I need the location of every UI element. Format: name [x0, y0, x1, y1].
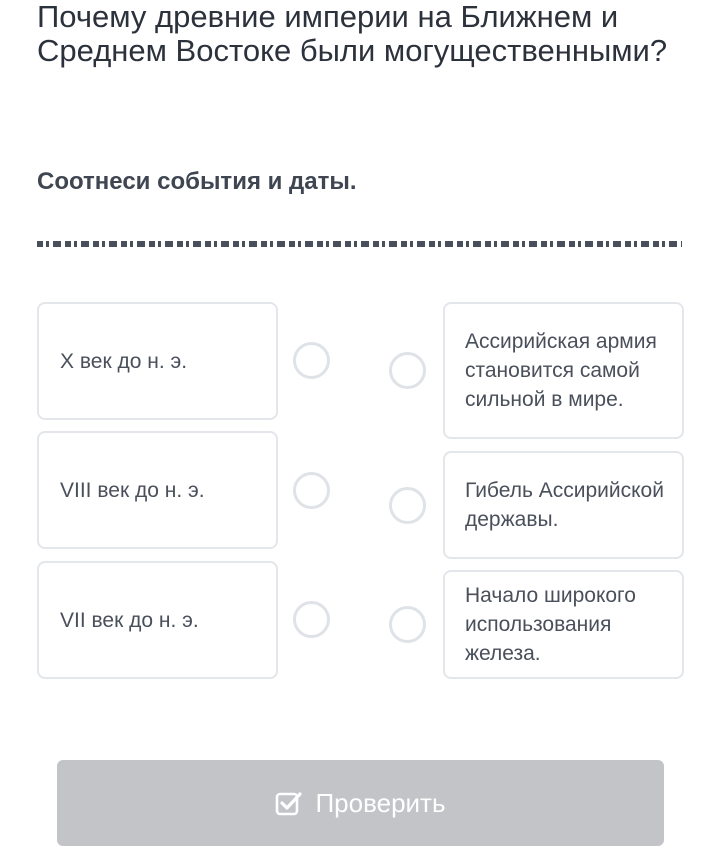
- event-option-label: Начало широкого использования железа.: [465, 584, 636, 665]
- date-option-1[interactable]: [37, 302, 278, 420]
- date-option-2[interactable]: [37, 431, 278, 549]
- date-option-3[interactable]: [37, 561, 278, 679]
- check-button[interactable]: [57, 760, 664, 846]
- checkbox-check-icon: [275, 789, 303, 817]
- date-connector-2[interactable]: [293, 472, 330, 509]
- date-connector-1[interactable]: [293, 342, 330, 379]
- instruction-text: Соотнеси события и даты.: [37, 168, 357, 195]
- date-connector-3[interactable]: [293, 601, 330, 638]
- date-option-label: VIII век до н. э.: [60, 478, 205, 502]
- event-option-2[interactable]: [443, 451, 684, 559]
- divider: [37, 241, 682, 247]
- question-title: Почему древние империи на Ближнем и Среднем Востоке были могущественными?: [37, 0, 668, 68]
- event-option-label: Гибель Ассирийской державы.: [465, 479, 664, 531]
- event-connector-2[interactable]: [389, 487, 426, 524]
- date-option-label: X век до н. э.: [60, 349, 188, 373]
- event-connector-3[interactable]: [389, 606, 426, 643]
- event-connector-1[interactable]: [389, 352, 426, 389]
- check-button-label: Проверить: [315, 787, 446, 818]
- event-option-label: Ассирийская армия становится самой сильной в мире.: [465, 330, 657, 411]
- date-option-label: VII век до н. э.: [60, 608, 199, 632]
- event-option-1[interactable]: [443, 302, 684, 439]
- event-option-3[interactable]: [443, 570, 684, 679]
